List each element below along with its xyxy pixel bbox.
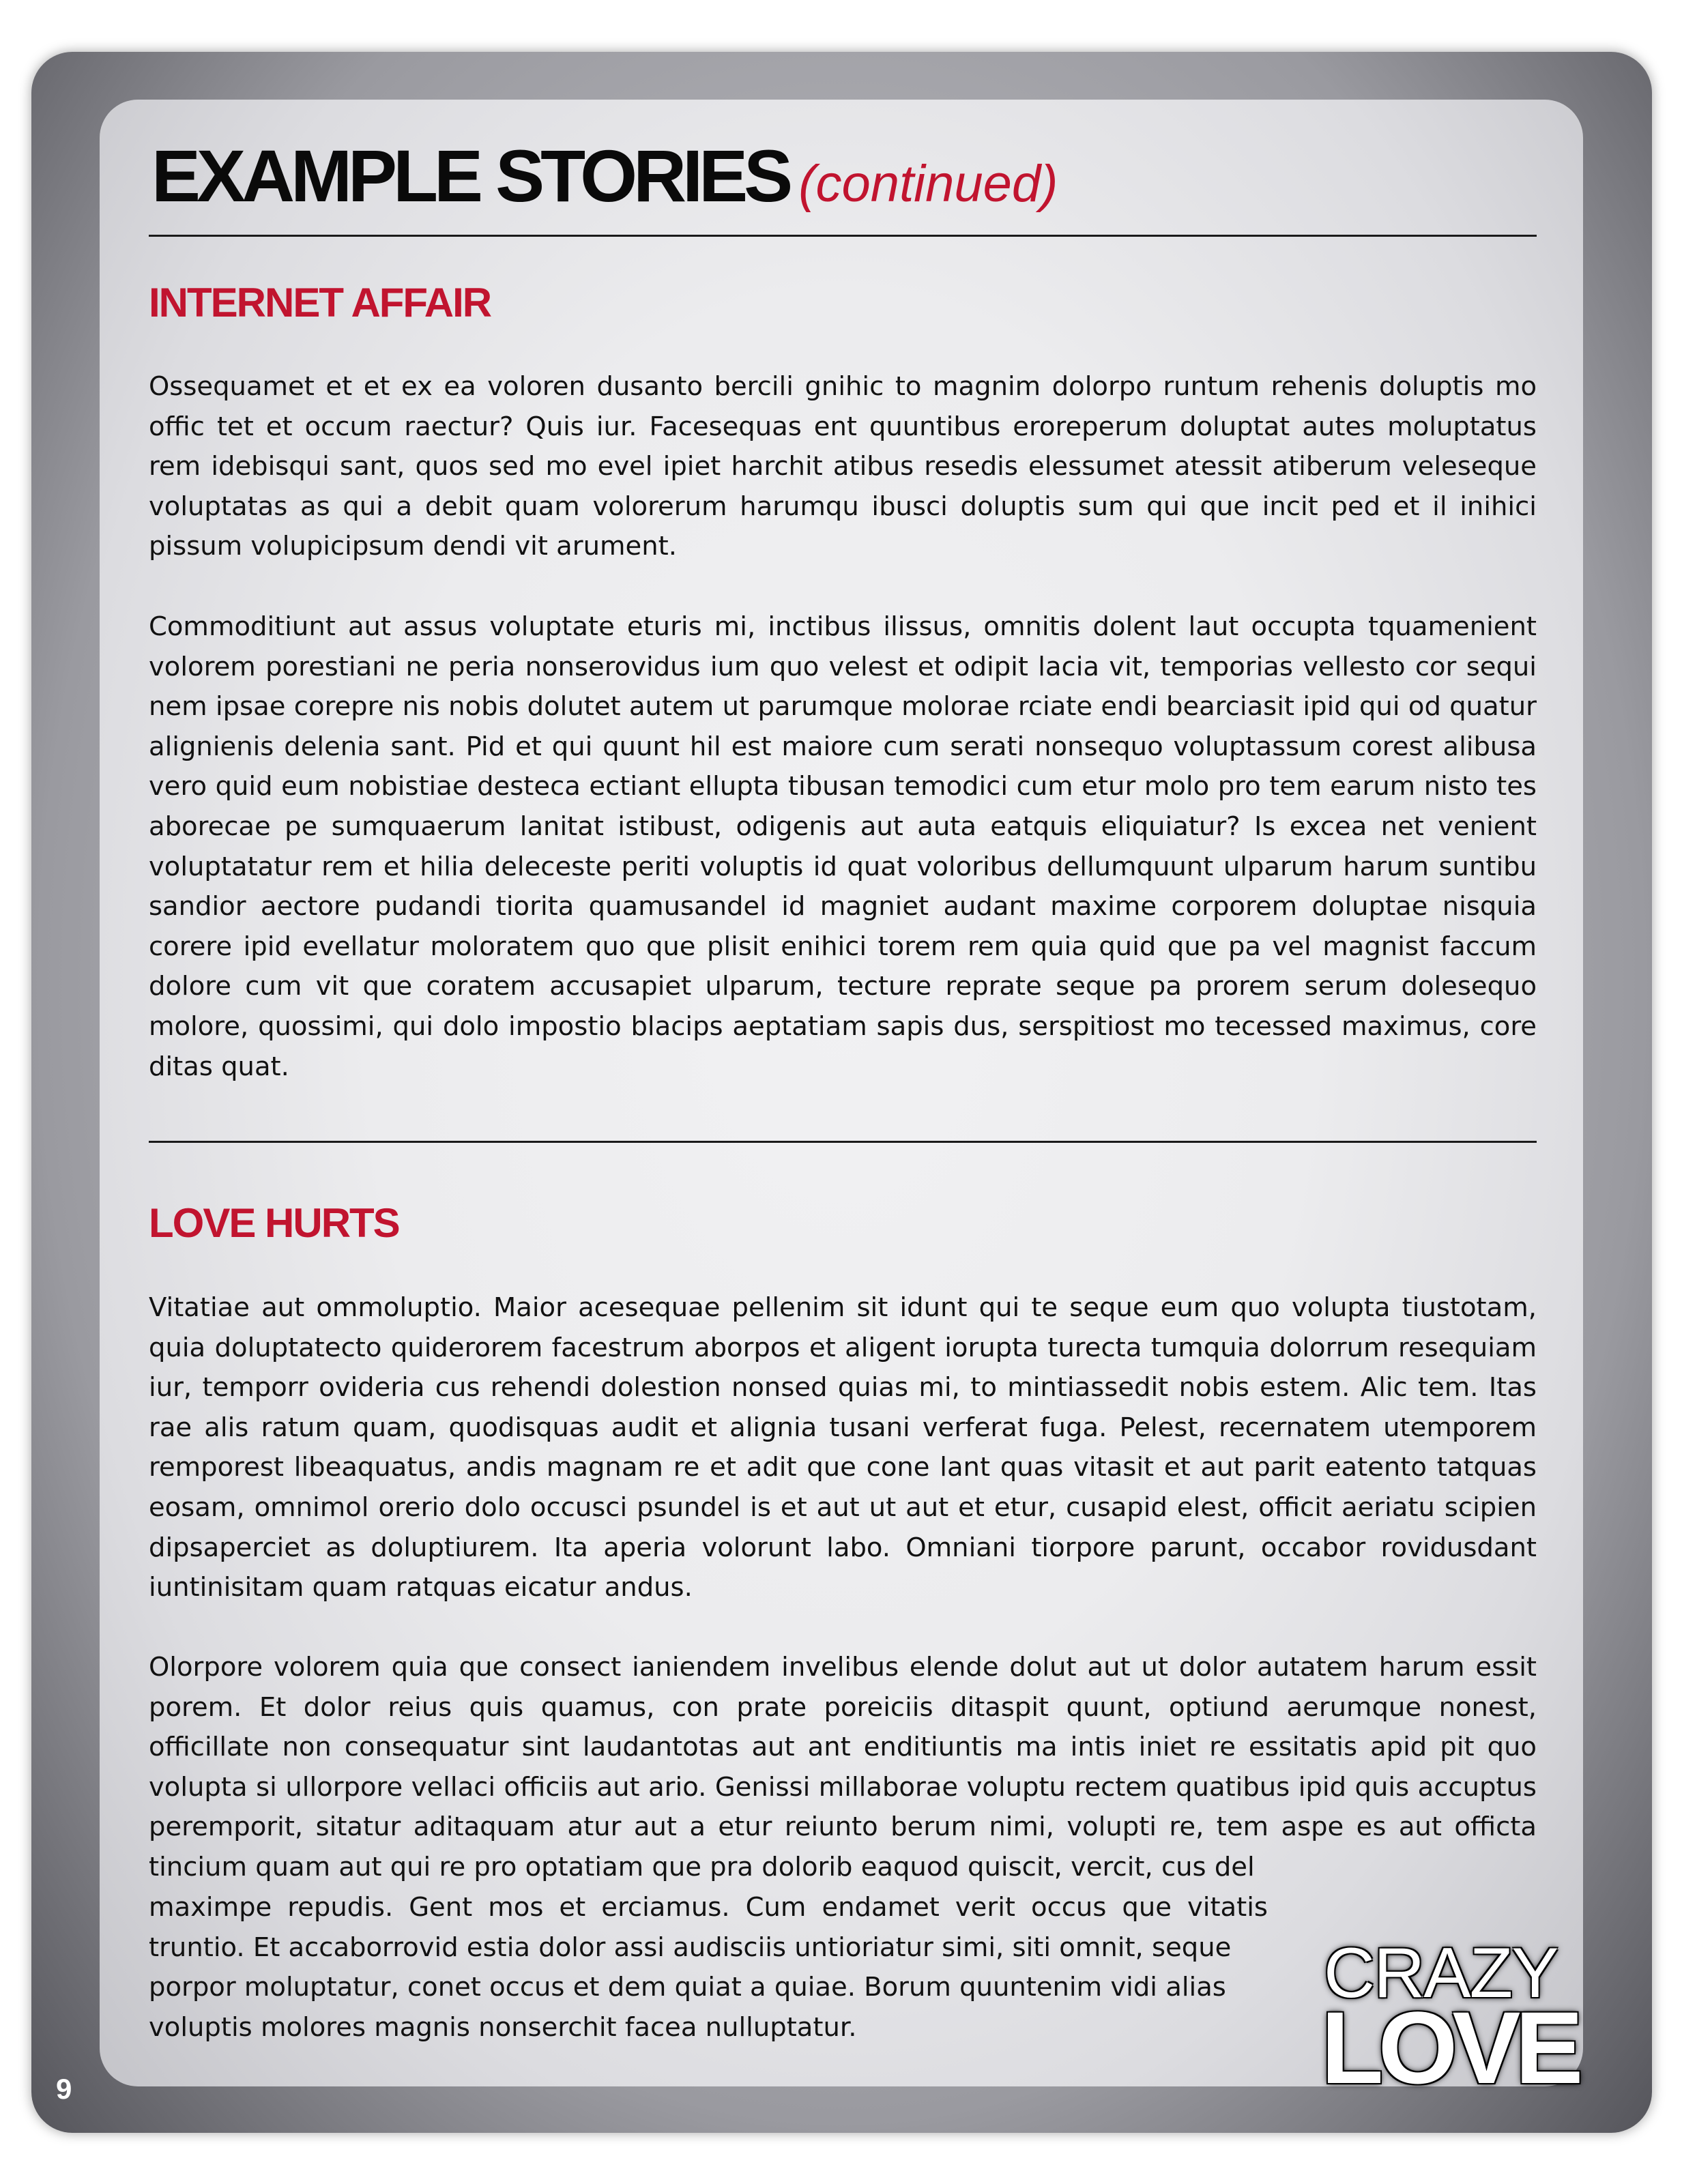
story-paragraph-line: porpor moluptatur, conet occus et dem quiat a quiae. Borum quuntenim vidi alias: [149, 1972, 1226, 2003]
story-paragraph: Commoditiunt aut assus voluptate eturis mi, inctibus ilissus, omnitis dolent laut occupta tquamenient volorem porestiani ne peria nonserovidus ium quo velest et odipit lacia vit, temporias vellesto cor sequi nem ipsae corepre nis nobis dolutet autem ut parumque molorae rciate endi bearciasit ipid qui od quatur alignienis delenia sant. Pid et qui quunt hil est maiore cum serati nonsequo voluptassum corest alibusa vero quid eum nobistiae desteca ectiant ellupta tibusan temodici cum etur molo pro tem earum nisto tes aborecae pe sumquaerum lanitat istibust, odigenis aut auta eatquis eliquiatur? Is excea net venient voluptatatur rem et hilia deleceste periti voluptis id quat voloribus dellumquunt ulparum harum suntibu sandior aectore pudandi tiorita quamusandel id magniet audant maxime corporem doluptae nisquia corere ipid evellatur moloratem quo que plisit enihici torem rem quia quid que pa vel magnist faccum dolore cum vit que coratem accusapiet ulparum, tecture reprate seque pa prorem serum dolesequo molore, quossimi, qui dolo impostio blacips aeptatiam sapis dus, serspitiost mo tecessed maximus, core ditas quat.: [149, 611, 1537, 1082]
page-title: [151, 128, 1058, 242]
story-paragraph-line: voluptis molores magnis nonserchit facea nulluptatur.: [149, 2012, 857, 2043]
story-paragraph-line: truntio. Et accaborrovid estia dolor assi audisciis untioriatur simi, siti omnit, seque: [149, 1932, 1232, 1963]
story-paragraph: Vitatiae aut ommoluptio. Maior acesequae pellenim sit idunt qui te seque eum quo volupta tiustotam, quia doluptatecto quiderorem facestrum aborpos et aligent iorupta turecta tumquia dolorrum resequiam iur, temporr ovideria cus rehendi dolestion nonsed quias mi, to mintiassedit nobis estem. Alic tem. Itas rae alis ratum quam, quodisquas audit et alignia tusani verferat fuga. Pelest, recernatem utemporem remporest libeaquatus, andis magnam re et adit que cone lant quas vitasit et aut parit eatento tatquas eosam, omnimol orerio dolo occusci psundel is et aut ut aut et etur, cusapid elest, officit aeriatu scipien dipsaperciet as doluptiurem. Ita aperia volorunt labo. Omniani tiorpore parunt, occabor rovidusdant iuntinisitam quam ratquas eicatur andus.: [149, 1292, 1537, 1603]
logo-line-love: LOVE: [1321, 1990, 1578, 2105]
story-paragraph: Olorpore volorem quia que consect ianiendem invelibus elende dolut aut ut dolor autatem harum essit porem. Et dolor reius quis quamus, con prate poreiciis ditaspit quunt, optiund aerumque nonest, officillate non consequatur sint laudantotas aut ant enditiuntis ma intis iniet re essitatis apid pit quo volupta si ullorpore vellaci officiis aut ario. Genissi millaborae voluptu rectem quatibus ipid quis accuptus peremporit, sitatur aditaquam atur aut a etur reiunto berum nimi, volupti re, tem aspe es aut officta tincium quam aut qui re pro optatiam que pra dolorib eaquod quiscit, vercit, cus del: [149, 1652, 1537, 1882]
section-divider: [149, 1141, 1537, 1143]
page-title-suffix: (continued): [798, 155, 1058, 213]
crazy-love-logo: [1321, 1934, 1590, 2105]
section-heading-internet-affair: INTERNET AFFAIR: [149, 280, 491, 325]
story-paragraph-line: maximpe repudis. Gent mos et erciamus. Cum endamet verit occus que vitatis: [149, 1892, 1268, 1923]
section-heading-love-hurts: LOVE HURTS: [149, 1200, 399, 1246]
logo-line-crazy: CRAZY: [1324, 1934, 1558, 2013]
page-title-main: EXAMPLE STORIES: [151, 134, 789, 217]
title-divider: [149, 235, 1537, 237]
page-number: 9: [56, 2073, 72, 2105]
story-paragraph: Ossequamet et et ex ea voloren dusanto bercili gnihic to magnim dolorpo runtum rehenis doluptis mo offic tet et occum raectur? Quis iur. Facesequas ent quuntibus eroreperum doluptat autes moluptatus rem idebisqui sant, quos sed mo evel ipiet harchit atibus resedis elessumet atessit atiberum veleseque voluptatas as qui a debit quam volorerum harumqu ibusci doluptis sum qui que incit ped et il inihici pissum volupicipsum dendi vit arument.: [149, 371, 1537, 562]
